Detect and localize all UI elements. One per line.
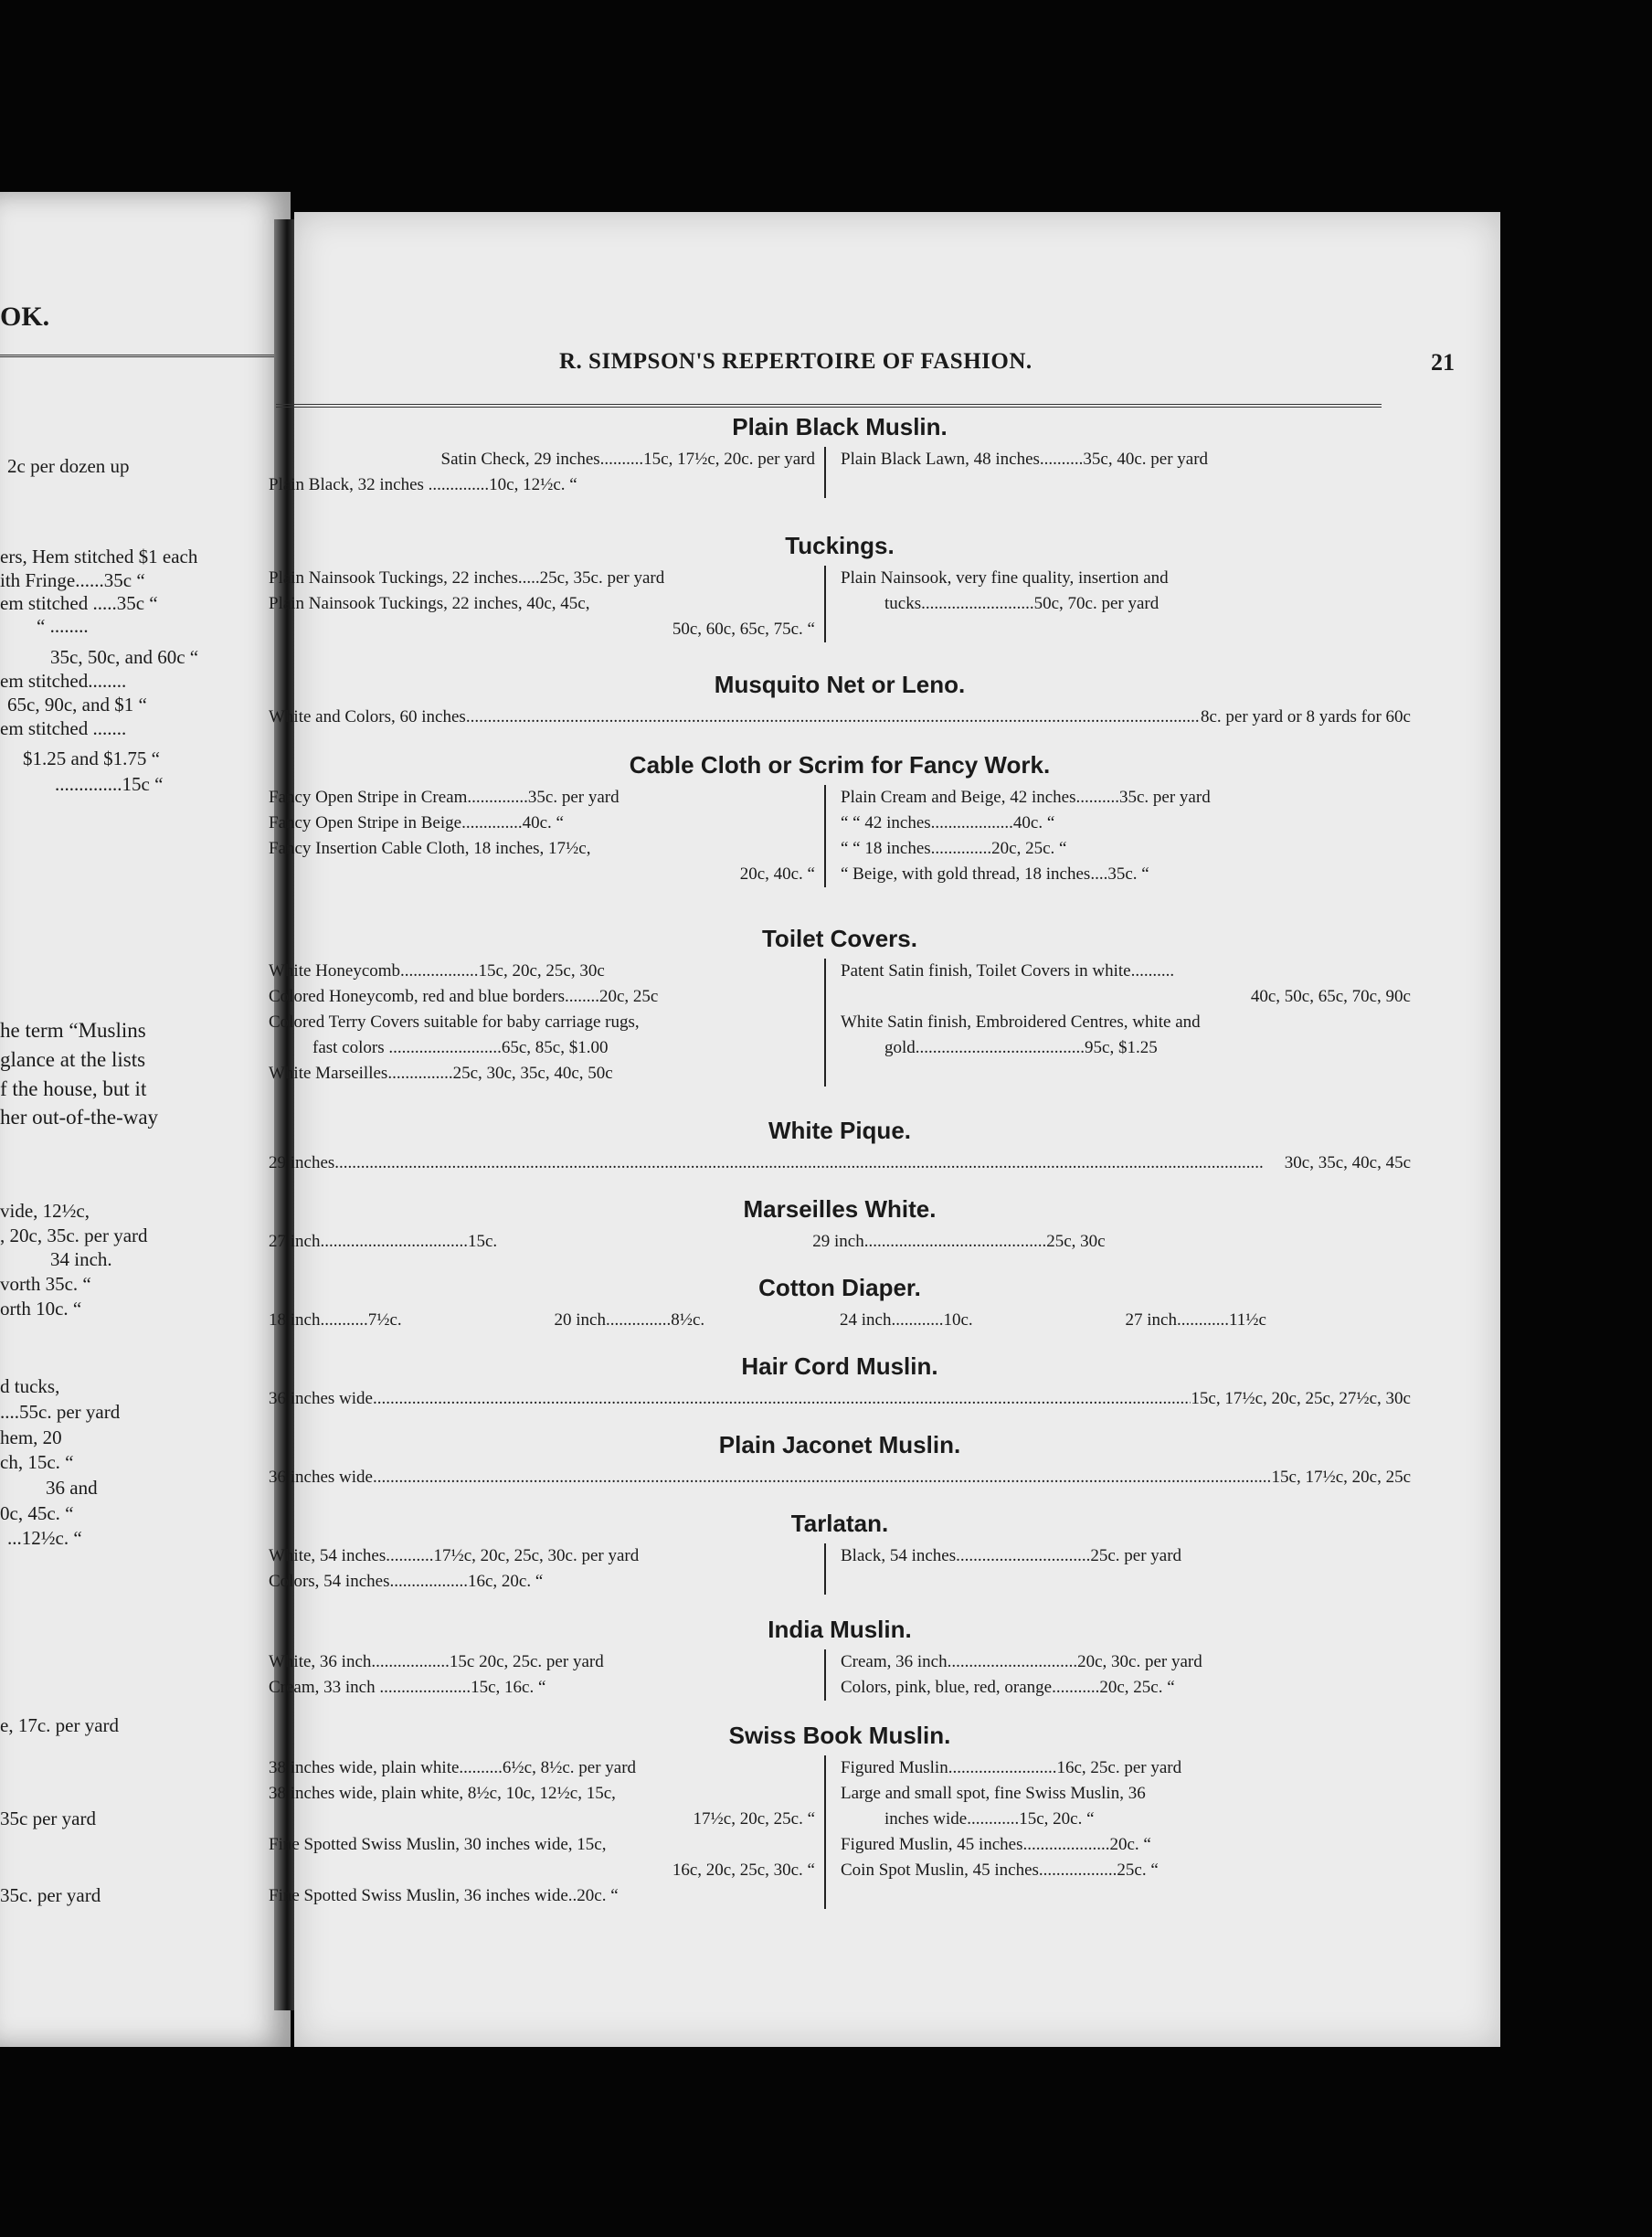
- price-line: Fancy Open Stripe in Cream..............35c. per yard: [269, 788, 620, 807]
- price-line: “ Beige, with gold thread, 18 inches....35c. “: [841, 864, 1149, 884]
- price-line: Figured Muslin.........................16c, 25c. per yard: [841, 1758, 1182, 1777]
- dot-leader: [373, 1386, 1191, 1412]
- price-line: 40c, 50c, 65c, 70c, 90c: [1250, 987, 1411, 1006]
- main-page: [269, 212, 1500, 2047]
- price-line: Figured Muslin, 45 inches....................20c. “: [841, 1835, 1151, 1854]
- price-label: 29 inches: [269, 1153, 335, 1172]
- left-page-line: ch, 15c. “: [0, 1451, 74, 1473]
- left-page-line: vide, 12½c,: [0, 1200, 90, 1222]
- price-line: Fancy Open Stripe in Beige..............40c. “: [269, 813, 564, 832]
- left-page-line: e, 17c. per yard: [0, 1714, 120, 1736]
- price-line: White, 36 inch..................15c 20c, 25c. per yard: [269, 1652, 604, 1671]
- left-page-line: , 20c, 35c. per yard: [0, 1225, 148, 1246]
- left-page-line: hem, 20: [0, 1426, 62, 1448]
- price-value: 15c, 17½c, 20c, 25c: [1271, 1468, 1411, 1487]
- left-page-header: OK.: [0, 302, 50, 332]
- dot-leader: [373, 1465, 1272, 1490]
- running-title: R. SIMPSON'S REPERTOIRE OF FASHION.: [559, 349, 1032, 374]
- price-line: Plain Black Lawn, 48 inches..........35c, 40c. per yard: [841, 450, 1209, 469]
- price-value: 8c. per yard or 8 yards for 60c: [1200, 707, 1411, 726]
- left-page-line: $1.25 and $1.75 “: [23, 747, 160, 769]
- section-title: India Muslin.: [768, 1616, 912, 1643]
- section-title: White Pique.: [768, 1117, 911, 1144]
- price-value: 15c, 17½c, 20c, 25c, 27½c, 30c: [1191, 1389, 1411, 1408]
- left-page-line: 65c, 90c, and $1 “: [7, 694, 147, 716]
- left-page-line: 34 inch.: [50, 1248, 112, 1270]
- price-line: gold.......................................95c, $1.25: [884, 1038, 1158, 1057]
- left-page-line: 36 and: [46, 1477, 98, 1499]
- left-page-line: 35c per yard: [0, 1808, 96, 1829]
- price-line: White Honeycomb..................15c, 20c, 25c, 30c: [269, 961, 605, 981]
- price-line: fast colors ..........................65c, 85c, $1.00: [312, 1038, 609, 1057]
- price-line: 38 inches wide, plain white..........6½c, 8½c. per yard: [269, 1758, 637, 1777]
- left-page-line: ....55c. per yard: [0, 1401, 121, 1423]
- price-line: Colored Honeycomb, red and blue borders........20c, 25c: [269, 987, 659, 1006]
- left-page-line: 35c, 50c, and 60c “: [50, 646, 199, 668]
- section-title: Hair Cord Muslin.: [741, 1352, 938, 1380]
- section-title: Tarlatan.: [790, 1510, 889, 1537]
- left-page-line: ..............15c “: [55, 773, 164, 795]
- price-line: White Marseilles...............25c, 30c, 35c, 40c, 50c: [269, 1064, 613, 1083]
- price-line: Large and small spot, fine Swiss Muslin, 36: [841, 1784, 1146, 1803]
- price-line: “ “ 18 inches..............20c, 25c. “: [841, 839, 1067, 858]
- price-line: 27 inch..................................15c.: [269, 1232, 498, 1251]
- price-line: Cream, 33 inch .....................15c, 16c. “: [269, 1678, 546, 1697]
- section-title: Cotton Diaper.: [758, 1274, 921, 1301]
- left-page-line: vorth 35c. “: [0, 1273, 91, 1295]
- section-white-pique: [269, 1117, 1411, 1176]
- section-title: Marseilles White.: [743, 1195, 937, 1223]
- price-line: Plain Nainsook Tuckings, 22 inches, 40c, 45c,: [269, 594, 590, 613]
- section-plain-jaconet-muslin: [269, 1431, 1411, 1490]
- price-line: 17½c, 20c, 25c. “: [693, 1809, 815, 1829]
- price-line: White, 54 inches...........17½c, 20c, 25c, 30c. per yard: [269, 1546, 640, 1565]
- section-tuckings: [269, 532, 1411, 642]
- price-line: Coin Spot Muslin, 45 inches..................25c. “: [841, 1861, 1159, 1880]
- price-line: 16c, 20c, 25c, 30c. “: [672, 1861, 815, 1880]
- section-india-muslin: [269, 1616, 1411, 1701]
- left-page-line: d tucks,: [0, 1375, 60, 1397]
- left-page-rule: [0, 355, 291, 357]
- price-line: Plain Nainsook Tuckings, 22 inches.....25c, 35c. per yard: [269, 568, 665, 588]
- price-line: Plain Nainsook, very fine quality, insertion and: [841, 568, 1169, 588]
- section-title: Toilet Covers.: [761, 925, 917, 952]
- price-label: 36 inches wide: [269, 1468, 373, 1487]
- left-page-line: glance at the lists: [0, 1048, 146, 1071]
- section-tarlatan: [269, 1510, 1411, 1595]
- price-label: White and Colors, 60 inches: [269, 707, 466, 726]
- left-page-line: ers, Hem stitched $1 each: [0, 546, 198, 567]
- price-line: Colors, pink, blue, red, orange...........20c, 25c. “: [841, 1678, 1175, 1697]
- price-line: inches wide............15c, 20c. “: [884, 1809, 1095, 1829]
- left-page-line: orth 10c. “: [0, 1298, 82, 1320]
- page-header: [294, 349, 1500, 386]
- section-title: Swiss Book Muslin.: [728, 1722, 951, 1749]
- section-marseilles-white: [269, 1195, 1411, 1255]
- left-page-line: 35c. per yard: [0, 1884, 101, 1906]
- left-page-line: ith Fringe......35c “: [0, 569, 145, 591]
- section-cable-cloth: [269, 751, 1411, 887]
- left-page-line: em stitched .....35c “: [0, 592, 158, 614]
- left-page-line: her out-of-the-way: [0, 1106, 159, 1129]
- section-musquito-net: [269, 671, 1411, 730]
- price-line: Fine Spotted Swiss Muslin, 30 inches wide, 15c,: [269, 1835, 607, 1854]
- price-line: Black, 54 inches...............................25c. per yard: [841, 1546, 1182, 1565]
- price-line: Plain Cream and Beige, 42 inches..........35c. per yard: [841, 788, 1211, 807]
- left-page-line: 2c per dozen up: [7, 455, 130, 477]
- price-line: Cream, 36 inch..............................20c, 30c. per yard: [841, 1652, 1202, 1671]
- price-label: 36 inches wide: [269, 1389, 373, 1408]
- price-value: 30c, 35c, 40c, 45c: [1284, 1153, 1411, 1172]
- price-line: 24 inch............10c.: [840, 1310, 973, 1330]
- left-page-line: ...12½c. “: [7, 1527, 82, 1549]
- section-title: Cable Cloth or Scrim for Fancy Work.: [629, 751, 1051, 779]
- left-page-line: he term “Muslins: [0, 1019, 146, 1042]
- left-page-line: f the house, but it: [0, 1077, 147, 1100]
- header-rule: [276, 404, 1382, 408]
- price-line: 27 inch............11½c: [1125, 1310, 1266, 1330]
- price-line: tucks..........................50c, 70c. per yard: [884, 594, 1160, 613]
- price-line: 20c, 40c. “: [739, 864, 815, 884]
- left-page-line: em stitched .......: [0, 717, 127, 739]
- left-page-line: “ ........: [37, 615, 89, 637]
- price-line: Satin Check, 29 inches..........15c, 17½c, 20c. per yard: [440, 450, 815, 469]
- price-line: 29 inch..........................................25c, 30c: [812, 1232, 1106, 1251]
- section-plain-black-muslin: [269, 413, 1411, 498]
- section-swiss-book-muslin: [269, 1722, 1411, 1909]
- price-line: White Satin finish, Embroidered Centres, white and: [841, 1012, 1201, 1032]
- price-line: “ “ 42 inches...................40c. “: [841, 813, 1055, 832]
- price-line: 50c, 60c, 65c, 75c. “: [672, 620, 815, 639]
- section-title: Tuckings.: [785, 532, 895, 559]
- price-line: Fine Spotted Swiss Muslin, 36 inches wide..20c. “: [269, 1886, 619, 1905]
- page-number: 21: [1431, 349, 1455, 376]
- section-hair-cord-muslin: [269, 1352, 1411, 1412]
- left-page-line: 0c, 45c. “: [0, 1502, 74, 1524]
- price-line: Colored Terry Covers suitable for baby carriage rugs,: [269, 1012, 640, 1032]
- price-line: 18 inch...........7½c.: [269, 1310, 402, 1330]
- section-title: Plain Jaconet Muslin.: [718, 1431, 961, 1458]
- left-page-line: em stitched........: [0, 670, 127, 692]
- price-line: 38 inches wide, plain white, 8½c, 10c, 12½c, 15c,: [269, 1784, 616, 1803]
- section-cotton-diaper: [269, 1274, 1411, 1333]
- section-toilet-covers: [269, 925, 1411, 1087]
- left-facing-page: [0, 192, 291, 2047]
- price-line: 20 inch...............8½c.: [554, 1310, 705, 1330]
- price-line: Colors, 54 inches..................16c, 20c. “: [269, 1572, 544, 1591]
- dot-leader: [466, 705, 1201, 730]
- section-title: Musquito Net or Leno.: [714, 671, 966, 698]
- price-line: Fancy Insertion Cable Cloth, 18 inches, 17½c,: [269, 839, 591, 858]
- section-title: Plain Black Muslin.: [732, 413, 948, 440]
- dot-leader: [334, 1150, 1284, 1176]
- price-line: Patent Satin finish, Toilet Covers in white..........: [841, 961, 1175, 981]
- price-line: Plain Black, 32 inches ..............10c, 12½c. “: [269, 475, 577, 494]
